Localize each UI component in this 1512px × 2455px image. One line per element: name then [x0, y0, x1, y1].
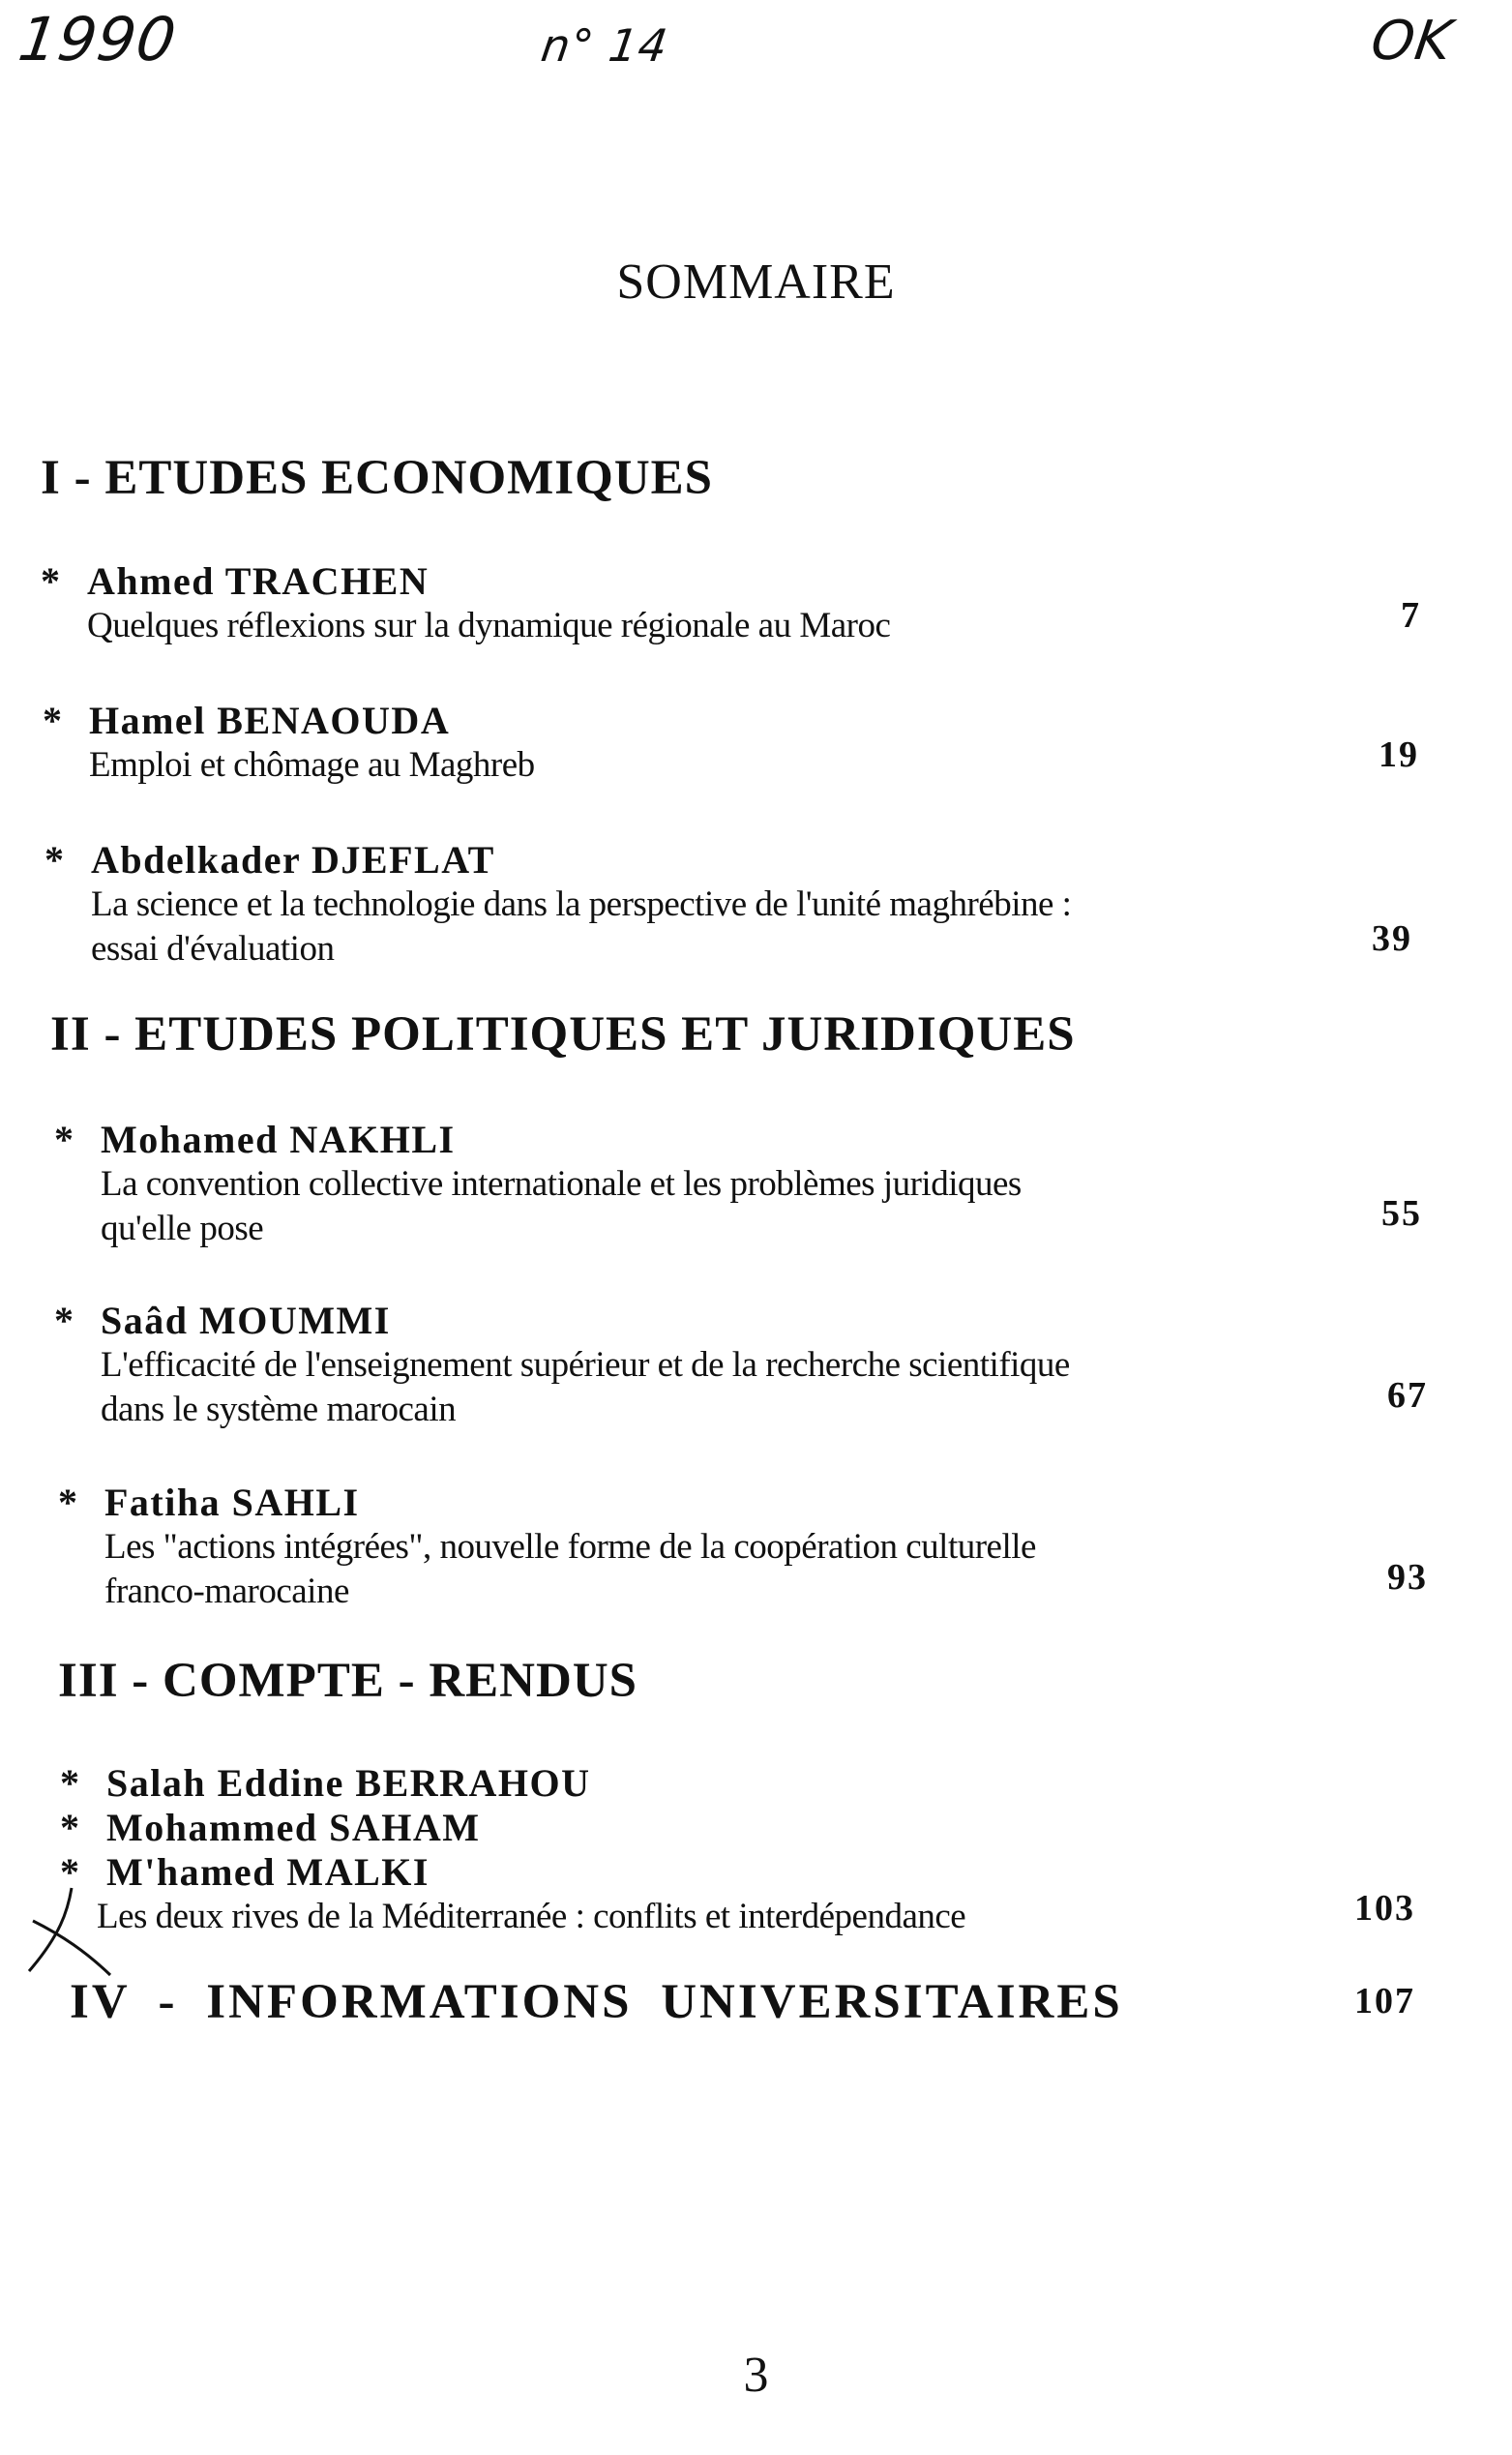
section-heading-4: IV - INFORMATIONS UNIVERSITAIRES [70, 1975, 1123, 2029]
entry-author: * M'hamed MALKI [60, 1850, 430, 1894]
entry-title-line: qu'elle pose [101, 1209, 264, 1248]
bullet-star: * [54, 1118, 75, 1161]
entry-page-number: 93 [1387, 1557, 1428, 1598]
bullet-star: * [41, 559, 62, 603]
entry-page-number: 67 [1387, 1375, 1428, 1416]
entry-title-line: Les "actions intégrées", nouvelle forme de la coopération culturelle [104, 1527, 1036, 1567]
page-title: SOMMAIRE [616, 254, 896, 310]
handwritten-ok-mark: OK [1367, 10, 1457, 73]
entry-title-line: Quelques réflexions sur la dynamique régionale au Maroc [87, 606, 891, 645]
entry-author: * Mohammed SAHAM [60, 1806, 481, 1849]
toc-entry [54, 1299, 1070, 1432]
entry-title-line: La convention collective internationale et les problèmes juridiques [101, 1164, 1022, 1204]
toc-entry [43, 699, 535, 788]
entry-title-line: franco-marocaine [104, 1572, 349, 1611]
bullet-star: * [54, 1299, 75, 1342]
entry-page-number: 19 [1379, 734, 1419, 775]
entry-author: * Salah Eddine BERRAHOU [60, 1761, 591, 1805]
entry-page-number: 7 [1401, 595, 1421, 636]
entry-author: * Ahmed TRACHEN [41, 559, 430, 603]
handwritten-cross-mark [23, 1882, 120, 1979]
entry-author: * Abdelkader DJEFLAT [44, 838, 495, 882]
bullet-star: * [60, 1761, 81, 1805]
bullet-star: * [58, 1481, 79, 1524]
bullet-star: * [60, 1850, 81, 1894]
page-number: 3 [743, 2348, 769, 2403]
toc-entry [44, 838, 1071, 972]
toc-entry [60, 1761, 965, 1939]
entry-title-line: Emploi et chômage au Maghreb [89, 745, 535, 785]
bullet-star: * [60, 1806, 81, 1849]
entry-author: * Hamel BENAOUDA [43, 699, 451, 742]
toc-entry [54, 1118, 1022, 1251]
toc-entry [58, 1481, 1036, 1614]
entry-title-line: Les deux rives de la Méditerranée : conflits et interdépendance [97, 1897, 966, 1936]
entry-title-line: dans le système marocain [101, 1390, 457, 1429]
section-heading-2: II - ETUDES POLITIQUES ET JURIDIQUES [50, 1007, 1076, 1062]
section-heading-3: III - COMPTE - RENDUS [58, 1654, 638, 1708]
entry-page-number: 39 [1372, 918, 1412, 959]
handwritten-issue-number: n° 14 [538, 19, 672, 72]
toc-entry [41, 559, 890, 648]
entry-page-number: 55 [1381, 1193, 1422, 1234]
section-page-number: 107 [1354, 1981, 1415, 2021]
entry-page-number: 103 [1354, 1888, 1415, 1929]
entry-title-line: essai d'évaluation [91, 929, 335, 969]
bullet-star: * [43, 699, 64, 742]
section-heading-1: I - ETUDES ECONOMIQUES [41, 451, 714, 505]
entry-title-line: L'efficacité de l'enseignement supérieur et de la recherche scientifique [101, 1345, 1070, 1385]
entry-author: * Saâd MOUMMI [54, 1299, 391, 1342]
entry-author: * Fatiha SAHLI [58, 1481, 360, 1524]
bullet-star: * [44, 838, 66, 882]
handwritten-year: 1990 [14, 4, 181, 75]
entry-author: * Mohamed NAKHLI [54, 1118, 456, 1161]
entry-title-line: La science et la technologie dans la perspective de l'unité maghrébine : [91, 884, 1072, 924]
